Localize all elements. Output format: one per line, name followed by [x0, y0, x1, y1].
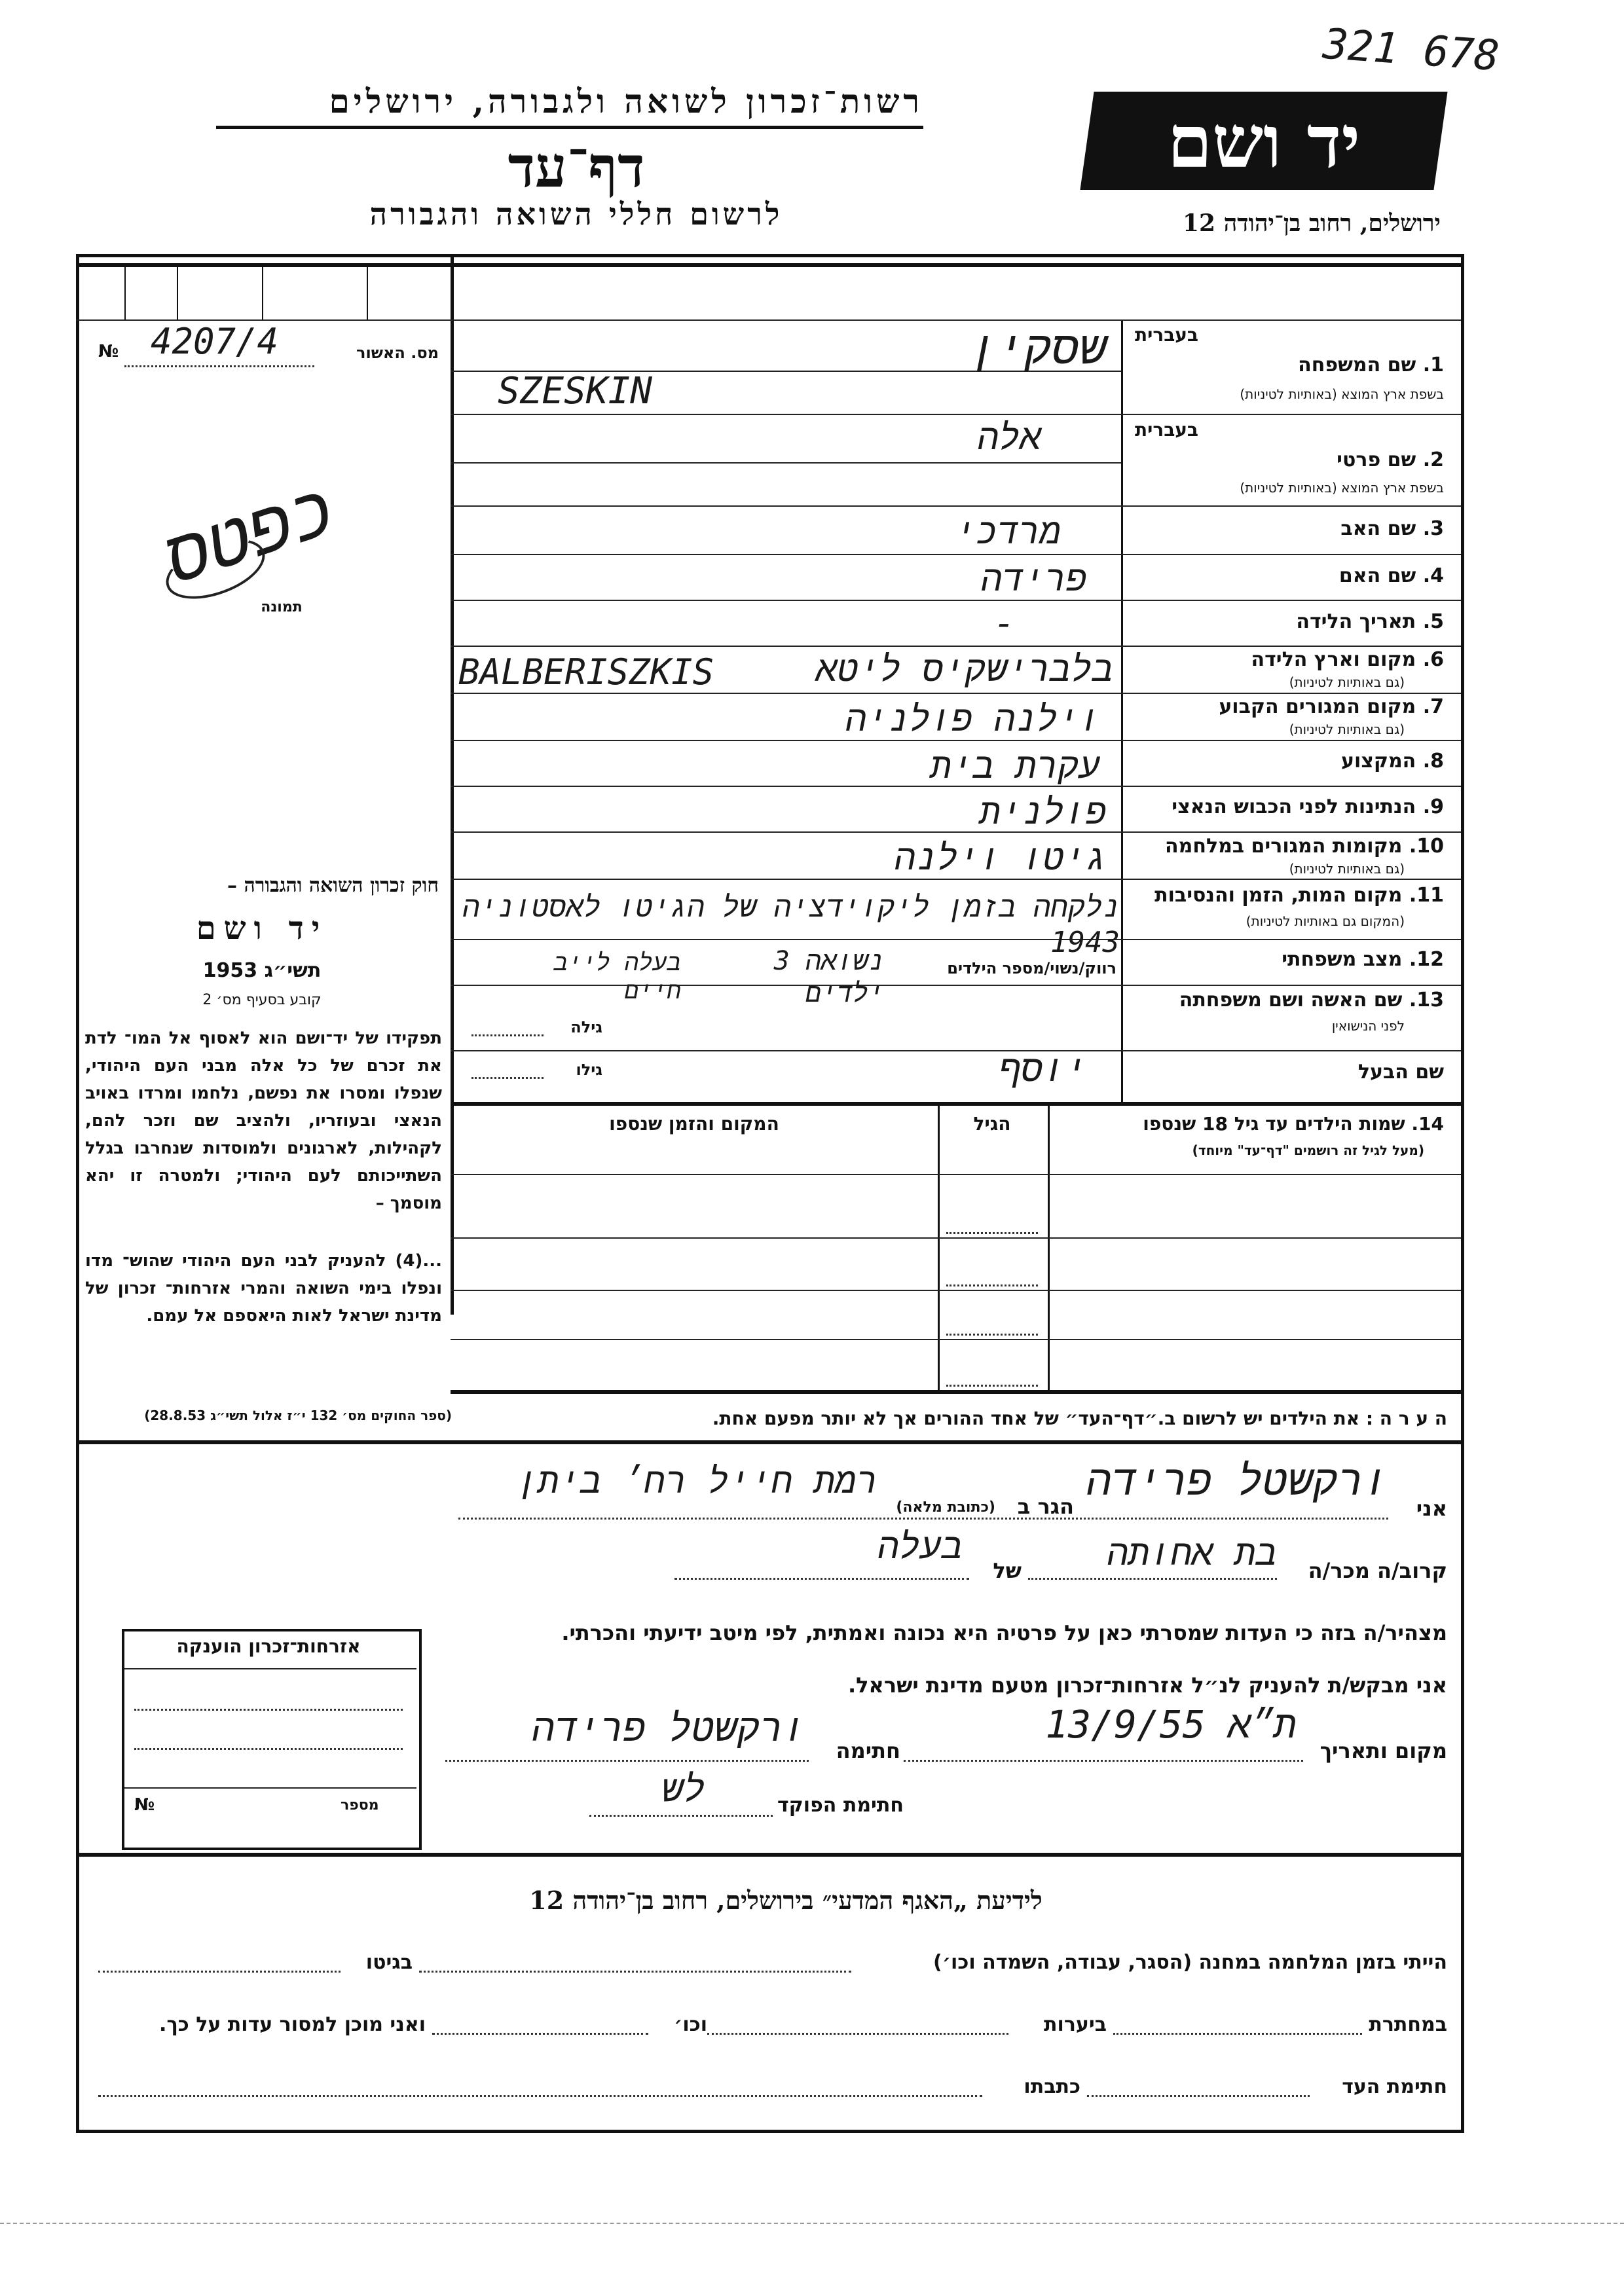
- field-7-label: [1130, 695, 1444, 718]
- signature-line: [445, 1760, 809, 1762]
- logo-text: יד ושם: [1167, 100, 1361, 184]
- field-1-hebrew-tag: בעברית: [1134, 324, 1198, 346]
- law-text-2: ...(4) להעניק לבני העם היהודי שהוש־ מדו ונפלו בימי השואה והמרי אזרחות־ זכרון של מדינת ישראל לאות היאספם אל עמם.: [85, 1251, 442, 1326]
- field-10-label: [1123, 835, 1444, 858]
- footer-top-line: [76, 1853, 1461, 1857]
- footer-line1-dots-b[interactable]: [98, 1971, 341, 1973]
- field-6-num: 6.: [1422, 648, 1444, 671]
- footer-line3-dots-b[interactable]: [98, 2095, 982, 2097]
- field-1-num: 1.: [1422, 354, 1444, 376]
- of-label: של: [993, 1558, 1022, 1583]
- note-bottom-line: [76, 1440, 1461, 1444]
- field-3-label: [1130, 517, 1444, 540]
- archive-number: 321 678: [1321, 20, 1501, 81]
- field-12-text: מצב משפחתי: [1282, 948, 1403, 971]
- field-1-sub: בשפת ארץ המוצא (באותיות לטיניות): [1240, 386, 1444, 402]
- citizenship-box: [122, 1629, 422, 1850]
- field-12-inline-label: רווק/נשוי/מספר הילדים: [947, 959, 1116, 977]
- field-2-hebrew-tag: בעברית: [1134, 419, 1198, 441]
- field-4-label: [1130, 564, 1444, 587]
- law-text-1: תפקידו של יד־ושם הוא לאסוף אל המו־ לדת את זכרם של כל אלה מבני העם היהודי, שנפלו ומסרו את נפשם, נלחמו ומרדו באויב הנאצי ובעוזריו, ולהציב שם וזכר להם, לקהילות, לארגונים ולמוסדות שנחרבו בגלל השתייכותם לעם היהודי; ולמטרה זו יהא מוסמך –: [85, 1029, 442, 1213]
- children-age-col: הגיל: [973, 1113, 1011, 1135]
- husband-value[interactable]: יוסף: [999, 1048, 1087, 1090]
- frame-top-inner: [76, 263, 1461, 267]
- footer-line1-dots-a[interactable]: [419, 1971, 851, 1973]
- declaration-name-line: [458, 1518, 1388, 1520]
- footer-line2-b: ביערות: [1044, 2013, 1107, 2036]
- footer-line3-a: חתימת העד: [1342, 2075, 1447, 2098]
- top-row-line: [76, 319, 1461, 321]
- field-9-value-he[interactable]: פולנית: [979, 791, 1107, 832]
- field-7-sub: (גם באותיות לטיניות): [1289, 721, 1405, 737]
- children-text: שמות הילדים עד גיל 18 שנספו: [1143, 1113, 1405, 1135]
- field-3-num: 3.: [1422, 517, 1444, 540]
- row-line-6: [451, 693, 1461, 694]
- field-5-label: [1130, 610, 1444, 633]
- children-note: ה ע ר ה : את הילדים יש לרשום ב.״דף־העד״ של אחד ההורים אך לא יותר מפעם אחת.: [712, 1408, 1447, 1429]
- address-value[interactable]: רמת חייל רח׳ ביתן: [516, 1460, 877, 1501]
- field-5-num: 5.: [1422, 610, 1444, 633]
- field-7-value-he[interactable]: וילנה פולניה: [845, 698, 1100, 739]
- children-col-div2: [938, 1102, 940, 1390]
- field-3-value-he[interactable]: מרדכי: [954, 511, 1061, 552]
- husband-age-line[interactable]: [471, 1077, 544, 1079]
- citizenship-box-title: אזרחות־זכרון הוענקה: [176, 1635, 361, 1657]
- field-2-value-he[interactable]: אלה: [977, 416, 1041, 458]
- top-row-div4: [367, 263, 368, 319]
- children-place-col: המקום והזמן שנספו: [609, 1113, 779, 1135]
- citizenship-box-line-2: [134, 1748, 403, 1750]
- form-title: דף־עד: [507, 134, 645, 200]
- official-signature-label: חתימת הפוקד: [777, 1794, 904, 1817]
- field-13-label: [1130, 989, 1444, 1011]
- field-7-num: 7.: [1422, 695, 1444, 718]
- resident-label: הגר ב: [1017, 1494, 1074, 1519]
- field-12-value[interactable]: נשואה 3 ילדים: [773, 946, 884, 1008]
- footer-line2-dots-a[interactable]: [1113, 2033, 1362, 2035]
- field-6-text: מקום וארץ הלידה: [1251, 648, 1416, 671]
- children-sub: (מעל לגיל זה רושמים "דף־עד" מיוחד): [1192, 1142, 1424, 1158]
- photo-stamp: כפטס: [154, 466, 345, 600]
- law-name: יד ושם: [196, 910, 328, 947]
- wife-age-line[interactable]: [471, 1034, 544, 1036]
- signature-value[interactable]: ורקשטל פרידה: [532, 1705, 805, 1750]
- children-row-2: [451, 1290, 1461, 1291]
- address-hint: (כתובת מלאה): [896, 1499, 995, 1516]
- relation-value[interactable]: בת אחותה: [1107, 1532, 1277, 1573]
- field-2-text: שם פרטי: [1337, 448, 1416, 471]
- field-8-text: המקצוע: [1340, 750, 1416, 773]
- field-5-text: תאריך הלידה: [1296, 610, 1416, 633]
- citizenship-box-title-line: [124, 1668, 416, 1669]
- field-3-text: שם האב: [1340, 517, 1416, 540]
- children-row-1: [451, 1237, 1461, 1239]
- citizenship-box-num-line: [124, 1787, 416, 1789]
- of-value[interactable]: בעלה: [877, 1525, 963, 1567]
- children-age-dot-4[interactable]: [946, 1385, 1038, 1387]
- footer-line2-a: במחתרת: [1369, 2013, 1447, 2036]
- children-age-dot-1[interactable]: [946, 1232, 1038, 1234]
- witness-name[interactable]: ורקשטל פרידה: [1086, 1457, 1388, 1505]
- top-row-div3: [262, 263, 263, 319]
- place-date-value[interactable]: ת״א 13/9/55: [1045, 1702, 1297, 1747]
- place-date-line: [904, 1760, 1303, 1762]
- place-date-label: מקום ותאריך: [1320, 1738, 1447, 1763]
- authority-name: רשות־זכרון לשואה ולגבורה, ירושלים: [216, 82, 923, 129]
- footer-line3-b: כתבתו: [1024, 2075, 1080, 2098]
- approval-value: 4207/4: [151, 321, 279, 362]
- children-row-3: [451, 1339, 1461, 1340]
- field-1-value-he[interactable]: שסקין: [969, 321, 1107, 374]
- field-8-num: 8.: [1422, 750, 1444, 773]
- footer-line2-dots-b[interactable]: [707, 2033, 1008, 2035]
- footer-line3-dots-a[interactable]: [1087, 2095, 1310, 2097]
- field-11-sub: (המקום גם באותיות לטיניות): [1246, 913, 1405, 929]
- field-9-num: 9.: [1422, 795, 1444, 818]
- children-col-div1: [1048, 1102, 1050, 1390]
- wife-age-label: גילה: [570, 1018, 602, 1036]
- field-6-sub: (גם באותיות לטיניות): [1289, 674, 1405, 690]
- approval-line: [124, 365, 314, 367]
- scan-artifact-line: [0, 2223, 1624, 2224]
- field-12-value-extra[interactable]: בעלה לייב חיים: [553, 949, 681, 1004]
- declaration-line-2: אני מבקש/ת להעניק לנ״ל אזרחות־זכרון מטעם מדינת ישראל.: [848, 1673, 1447, 1698]
- field-6-value-latin[interactable]: BALBERISZKIS: [458, 651, 714, 693]
- field-8-label: [1130, 750, 1444, 773]
- field-11-text: מקום המות, הזמן והנסיבות: [1154, 884, 1403, 907]
- field-2-sub: בשפת ארץ המוצא (באותיות לטיניות): [1240, 480, 1444, 496]
- field-4-value-he[interactable]: פרידה: [980, 558, 1087, 599]
- declaration-i-label: אני: [1416, 1496, 1447, 1521]
- field-12-label: [1130, 948, 1444, 971]
- relative-label: קרוב/ה מכר/ה: [1308, 1558, 1447, 1583]
- husband-age-label: גילו: [576, 1061, 602, 1079]
- form-subtitle: לרשום חללי השואה והגבורה: [369, 196, 783, 232]
- law-title: חוק זכרון השואה והגבורה –: [227, 874, 439, 897]
- field-12-num: 12.: [1409, 948, 1444, 971]
- children-header-line: [451, 1174, 1461, 1175]
- approval-label: מס. האשור: [356, 344, 439, 362]
- field-4-num: 4.: [1422, 564, 1444, 587]
- row-line-2a: [451, 462, 1121, 464]
- field-10-num: 10.: [1409, 835, 1444, 858]
- top-row-div2: [177, 263, 178, 319]
- field-6-value-he[interactable]: בלברישקיס ליטא: [816, 648, 1113, 689]
- field-8-value-he[interactable]: עקרת בית: [930, 745, 1100, 786]
- field-6-label: [1130, 648, 1444, 671]
- field-4-text: שם האם: [1338, 564, 1416, 587]
- relation-line: [1028, 1578, 1277, 1580]
- approval-no-sign: №: [98, 342, 119, 361]
- row-line-5: [451, 646, 1461, 647]
- field-10-sub: (גם באותיות לטיניות): [1289, 861, 1405, 877]
- children-table-bottom: [451, 1390, 1461, 1394]
- row-line-1: [451, 414, 1461, 415]
- field-2-num: 2.: [1422, 448, 1444, 471]
- field-13-sub: לפני הנישואין: [1331, 1018, 1405, 1034]
- row-line-2: [451, 505, 1461, 507]
- field-13-num: 13.: [1409, 989, 1444, 1011]
- field-10-text: מקומות המגורים במלחמה: [1165, 835, 1403, 858]
- children-label: [1058, 1113, 1444, 1135]
- field-7-text: מקום המגורים הקבוע: [1219, 695, 1416, 718]
- address: ירושלים, רחוב בן־יהודה 12: [1182, 210, 1441, 237]
- footer-line1-b: בגיטו: [365, 1951, 413, 1974]
- official-signature-value: לש: [661, 1768, 706, 1810]
- children-age-dot-2[interactable]: [946, 1285, 1038, 1286]
- field-10-value-he[interactable]: גיטו וילנה: [894, 837, 1107, 878]
- children-num: 14.: [1411, 1113, 1444, 1135]
- children-age-dot-3[interactable]: [946, 1334, 1038, 1336]
- left-column-divider: [451, 254, 454, 1315]
- footer-line2-d: ואני מוכן למסור עדות על כך.: [159, 2013, 426, 2036]
- law-year: תשי״ג 1953: [202, 959, 322, 982]
- footer-line2-c: וכו׳: [674, 2013, 707, 2036]
- citizenship-box-line-1: [134, 1709, 403, 1711]
- citizenship-box-number-label: מספר: [341, 1797, 379, 1813]
- signature-label: חתימה: [836, 1738, 900, 1763]
- field-9-text: הנתינות לפני הכבוש הנאצי: [1172, 795, 1416, 818]
- field-5-value-he[interactable]: -: [993, 602, 1015, 644]
- declaration-line-1: מצהיר/ה בזה כי העדות שמסרתי כאן על פרטיה היא נכונה ואמתית, לפי מיטב ידיעתי והכרתי.: [561, 1620, 1447, 1645]
- field-11-value-he[interactable]: נלקחה בזמן ליקוידציה של הגיטו לאסטוניה 1943: [462, 890, 1120, 959]
- field-11-label: [1123, 884, 1444, 907]
- field-1-text: שם המשפחה: [1298, 354, 1416, 376]
- footer-line2-dots-c[interactable]: [432, 2033, 648, 2035]
- field-2-label: [1130, 448, 1444, 471]
- of-line: [674, 1578, 969, 1580]
- law-clause: קובע בסעיף מס׳ 2: [202, 992, 322, 1008]
- field-9-label: [1123, 795, 1444, 818]
- field-11-num: 11.: [1409, 884, 1444, 907]
- husband-label: שם הבעל: [1357, 1061, 1444, 1084]
- field-13-text: שם האשה ושם משפחתה: [1179, 989, 1403, 1011]
- field-1-label: [1130, 354, 1444, 376]
- top-row-div1: [124, 263, 126, 319]
- footer-title: לידיעת „האגף המדעי״ בירושלים, רחוב בן־יהודה 12: [529, 1886, 1043, 1915]
- citizenship-box-no-sign: №: [134, 1795, 155, 1815]
- field-1-value-latin[interactable]: SZESKIN: [498, 370, 653, 412]
- row-line-14: [451, 1102, 1461, 1106]
- photo-label: תמונה: [261, 599, 303, 615]
- law-reference: (ספר החוקים מס׳ 132 י״ז אלול תשי״ג 28.8.53): [144, 1408, 452, 1423]
- official-signature-line: [589, 1815, 773, 1817]
- footer-line1-a: הייתי בזמן המלחמה במחנה (הסגר, עבודה, השמדה וכו׳): [933, 1951, 1447, 1974]
